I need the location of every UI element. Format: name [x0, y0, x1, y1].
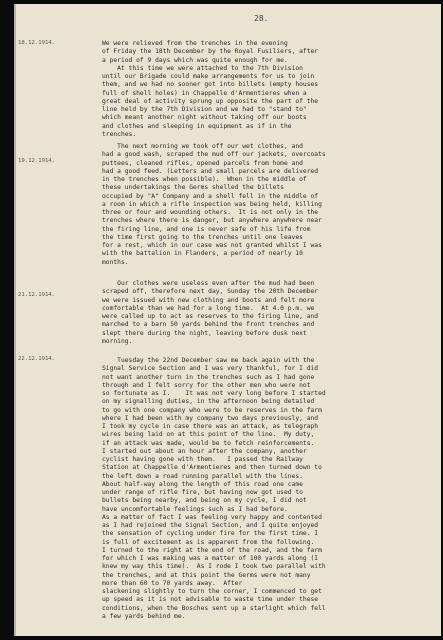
document-page	[14, 4, 441, 636]
margin-date: 19.12.1914.	[18, 158, 56, 164]
paragraph: Our clothes were useless even after the mud had been scraped off, therefore next day, Sunday the 20th December we were issued with new clothing and boots and felt more comfortable than we had for a long time. At 4.0 p.m. we were called up to act as reserves to the firing line, and marched to a barn 50 yards behind the front trenches and slept there during the night, leaving before dusk next morning.	[102, 280, 319, 345]
margin-date: 22.12.1914.	[18, 356, 56, 362]
margin-date: 18.12.1914.	[18, 40, 56, 46]
paragraph: The next morning we took off our wet clothes, and had a good wash, scraped the mud off our jackets, overcoats puttees, cleaned rifles, opened parcels from home and had a good feed. (Letters and small parcels are delivered in the trenches when possible). When in the middle of these undertakings the Germs shelled the billets occupied by "A" Company and a shell fell in the middle of a room in which a rifle inspection was being held, killing three or four and wounding others. It is not only in the trenches where there is danger, but anywhere anywhere near the firing line, and one is never safe of his life from the time first going to the trenches until one leaves for a rest, which in our case was not granted whilst I was with the battalion in Flanders, a period of nearly 10 months.	[102, 143, 326, 266]
paragraph: We were relieved from the trenches in the evening of Friday the 18th December by the Royal Fusiliers, after a period of 9 days which was quite enough for me. At this time we were attached to the 7th Division until our Brigade could make arrangements for us to join them, and we had no sooner got into billets (empty houses full of shell holes) in Chappelle d'Armentieres when a great deal of activity sprung up opposite the part of the line held by the 7th Division and we had to "stand to" which meant another night without taking off our boots and clothes and sleeping in equipment as if in the trenches.	[102, 40, 319, 138]
page-number: 28.	[254, 14, 269, 23]
margin-date: 21.12.1914.	[18, 292, 56, 298]
paragraph: Tuesday the 22nd December saw me back again with the Signal Service Section and I was very thankful, for I did not want another turn in the trenches such as I had gone through and I felt sorry for the other men who were not so fortunate as I. It was not very long before I started on my signalling duties, in the afternoon being detailed to go with one company who were to be reserves in the farm where I had been with my company two days previously, and I took my cycle in case there was an attack, as telegraph wires being laid on at this point of the line. My duty, if an attack was made, would be to fetch reinforcements. I started out about an hour after the company, another cyclist having gone with them. I passed the Railway Station at Chappelle d'Armentieres and then turned down to the left down a road running parallel with the lines. About half-way along the length of this road one came under range of rifle fire, but having now got used to bullets being nearby, and being on my cycle, I did not have uncomfortable feelings such as I had before. As a matter of fact I was feeling very happy and contented as I had rejoined the Signal Section, and I quite enjoyed the sensation of cycling under fire for the first time. I is full of excitement as is apparent from the following. I turned to the right at the end of the road, and the farm for which I was making was a matter of 100 yards along (I knew my way this time). As I rode I took two parallel with the trenches, and at this point the Germs were not many more than 60 to 70 yards away. After slackening slightly to turn the corner, I commenced to get up speed as it is not advisable to waste time under these conditions, when the Bosches sent up a starlight which fell a few yards behind me.	[102, 357, 326, 620]
